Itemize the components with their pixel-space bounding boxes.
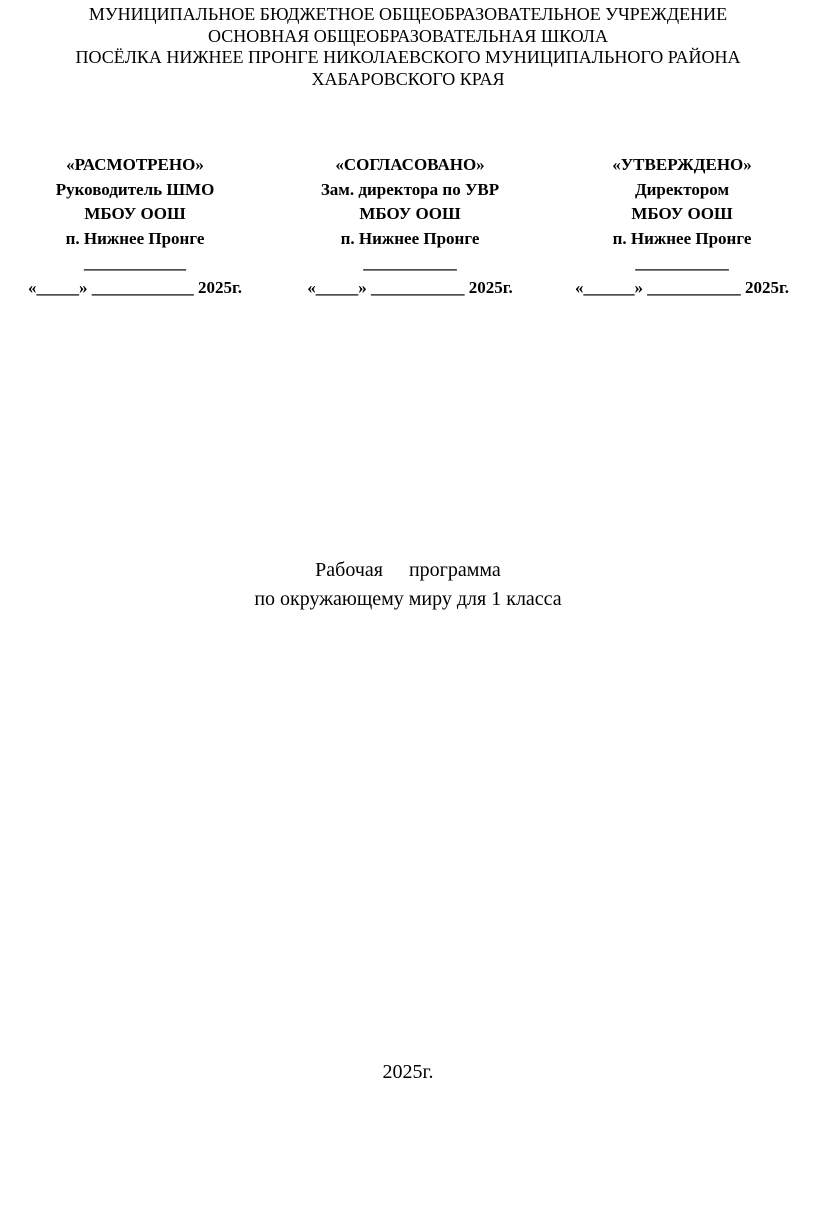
header-line: МУНИЦИПАЛЬНОЕ БЮДЖЕТНОЕ ОБЩЕОБРАЗОВАТЕЛЬНОЕ УЧРЕЖДЕНИЕ [88,4,728,24]
approval-block-agreed [272,153,548,300]
approval-status: «УТВЕРЖДЕНО» [612,155,752,174]
approval-role: Зам. директора по УВР [320,179,500,199]
institution-header [0,4,816,90]
approval-status: «РАСМОТРЕНО» [66,155,204,174]
approval-org: МБОУ ООШ [84,204,186,223]
program-heading [0,556,816,585]
approval-date: «_____» ____________ 2025г. [27,277,243,297]
program-word-program: программа [408,559,501,581]
approval-place: п. Нижнее Пронге [340,228,480,248]
approval-org: МБОУ ООШ [631,204,733,223]
signature-line: ___________ [363,253,457,272]
document-year: 2025г. [382,1061,434,1083]
header-line: ОСНОВНАЯ ОБЩЕОБРАЗОВАТЕЛЬНАЯ ШКОЛА [208,25,608,46]
approval-status: «СОГЛАСОВАНО» [335,155,485,174]
header-line: ХАБАРОВСКОГО КРАЯ [311,68,505,89]
approval-org: МБОУ ООШ [359,204,461,223]
approval-role: Директором [634,179,730,199]
approval-block-approved [548,153,816,300]
program-title [0,556,816,614]
program-word-work: Рабочая [315,559,383,581]
approval-block-reviewed [0,153,270,300]
approval-role: Руководитель ШМО [55,179,215,199]
approval-place: п. Нижнее Пронге [612,228,752,248]
program-subtitle: по окружающему миру для 1 класса [254,588,562,610]
signature-line: ___________ [635,253,729,272]
approval-date: «______» ___________ 2025г. [574,277,790,297]
header-line: ПОСЁЛКА НИЖНЕЕ ПРОНГЕ НИКОЛАЕВСКОГО МУНИЦИПАЛЬНОГО РАЙОНА [75,47,741,67]
approval-place: п. Нижнее Пронге [65,228,205,248]
signature-line: ____________ [84,253,186,272]
approval-date: «_____» ___________ 2025г. [307,277,513,297]
